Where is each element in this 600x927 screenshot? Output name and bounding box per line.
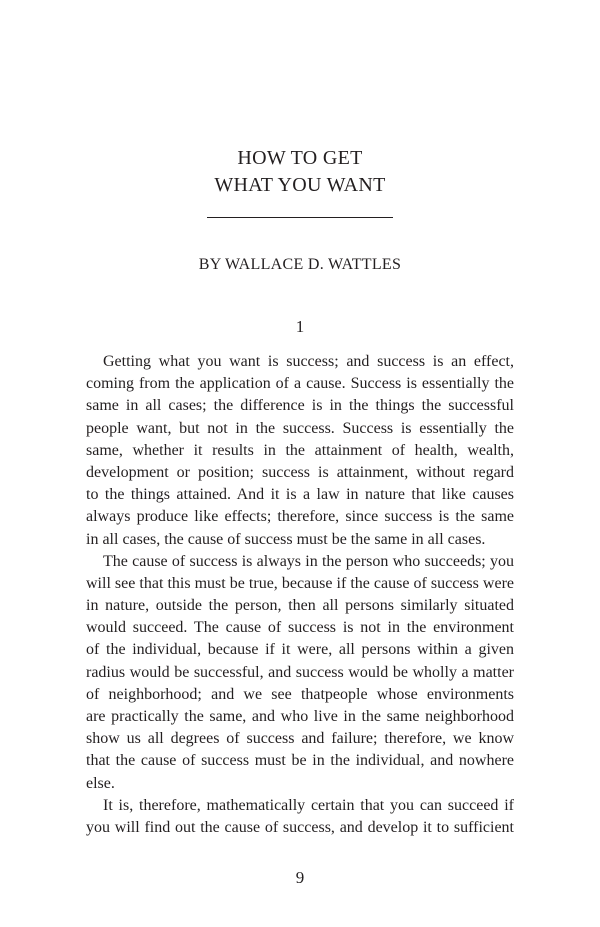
author-byline: BY WALLACE D. WATTLES bbox=[198, 256, 402, 273]
text-line: else. bbox=[86, 774, 115, 792]
text-line: of neighborhood; and we see thatpeople whose environments bbox=[86, 685, 514, 703]
text-line: development or position; success is attainment, without regard bbox=[86, 463, 514, 481]
page-number: 9 bbox=[295, 868, 305, 887]
title-divider bbox=[207, 217, 393, 218]
text-line: in all cases, the cause of success must be the same in all cases. bbox=[86, 530, 486, 548]
text-line: same in all cases; the difference is in the things the successful bbox=[86, 397, 514, 415]
text-line: to the things attained. And it is a law in nature that like causes bbox=[86, 486, 514, 504]
text-line: are practically the same, and who live in the same neighborhood bbox=[86, 708, 514, 725]
text-line: you will find out the cause of success, and develop it to sufficient bbox=[86, 818, 514, 836]
text-line: Getting what you want is success; and success is an effect, bbox=[103, 353, 514, 370]
text-line: same, whether it results in the attainment of health, wealth, bbox=[86, 441, 514, 459]
chapter-number: 1 bbox=[295, 317, 305, 336]
text-line: would succeed. The cause of success is not in the environment bbox=[86, 619, 514, 637]
text-line: show us all degrees of success and failure; therefore, we know bbox=[86, 730, 514, 748]
chapter-title-line-1: HOW TO GET bbox=[237, 147, 363, 169]
text-line: people want, but not in the success. Success is essentially the bbox=[86, 419, 514, 437]
text-line: in nature, outside the person, then all persons similarly situated bbox=[86, 597, 514, 615]
body-text bbox=[86, 351, 514, 839]
text-line: always produce like effects; therefore, since success is the same bbox=[86, 508, 514, 526]
text-line: It is, therefore, mathematically certain that you can succeed if bbox=[103, 796, 514, 814]
chapter-title-line-2: WHAT YOU WANT bbox=[214, 174, 386, 196]
text-line: coming from the application of a cause. Success is essentially the bbox=[86, 375, 514, 393]
text-line: The cause of success is always in the person who succeeds; you bbox=[103, 552, 514, 570]
text-line: radius would be successful, and success would be wholly a matter bbox=[86, 663, 514, 681]
text-line: will see that this must be true, because if the cause of success were bbox=[86, 574, 514, 592]
text-line: that the cause of success must be in the individual, and nowhere bbox=[86, 752, 514, 770]
text-line: of the individual, because if it were, all persons within a given bbox=[86, 641, 514, 659]
